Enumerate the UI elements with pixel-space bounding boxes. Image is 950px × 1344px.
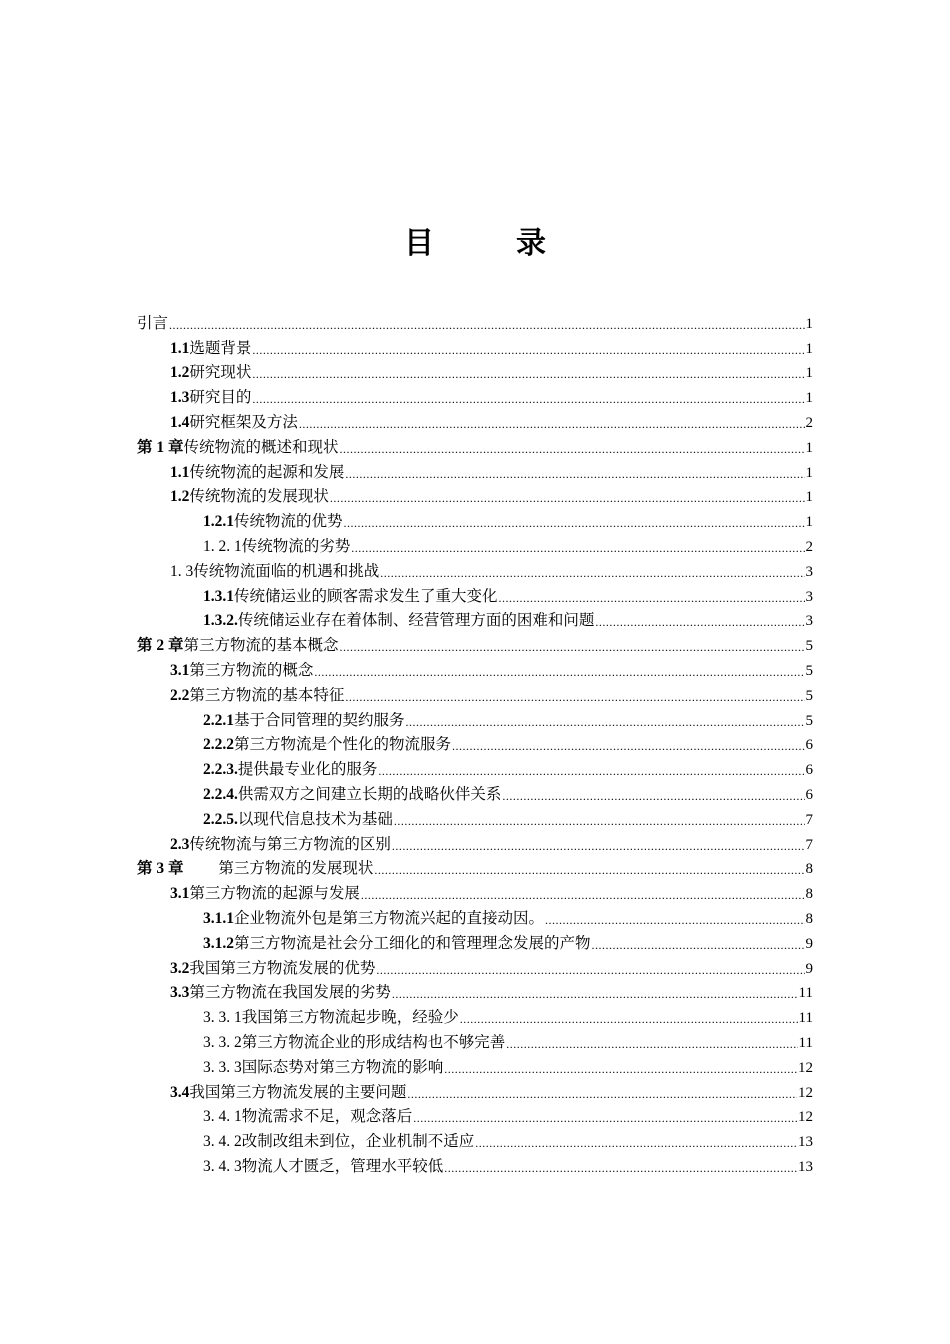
toc-leader-dots xyxy=(299,415,805,433)
toc-entry-number: 3.1.2 xyxy=(203,934,234,952)
toc-entry-number: 3. 4. 3 xyxy=(203,1157,242,1175)
toc-page-number: 12 xyxy=(798,1084,813,1101)
toc-entry-title: 我国第三方物流发展的优势 xyxy=(189,959,376,977)
toc-page-number: 2 xyxy=(805,414,813,431)
toc-page-number: 11 xyxy=(798,1034,813,1051)
toc-entry-title: 第三方物流在我国发展的劣势 xyxy=(189,984,391,1002)
toc-entry-number: 2.2 xyxy=(170,686,190,704)
toc-page-number: 1 xyxy=(805,514,813,531)
toc-entry[interactable] xyxy=(137,309,813,334)
toc-entry[interactable] xyxy=(137,979,813,1004)
toc-leader-dots xyxy=(475,1134,797,1152)
toc-entry[interactable] xyxy=(137,532,813,557)
toc-leader-dots xyxy=(252,390,804,408)
toc-entry[interactable] xyxy=(137,408,813,433)
toc-entry-title: 传统物流面临的机遇和挑战 xyxy=(193,562,380,580)
toc-title: 目 录 xyxy=(404,226,572,261)
toc-entry-title: 选题背景 xyxy=(189,339,252,357)
toc-leader-dots xyxy=(592,936,805,954)
toc-entry-number: 3.1 xyxy=(170,885,190,903)
toc-entry-number: 1.3 xyxy=(170,389,190,407)
toc-leader-dots xyxy=(340,440,805,458)
toc-entry-number: 3. 3. 3 xyxy=(203,1058,242,1076)
toc-entry-title: 物流人才匮乏，管理水平较低 xyxy=(241,1157,444,1175)
toc-entry-number: 1.1 xyxy=(170,339,190,357)
toc-entry-title: 我国第三方物流发展的主要问题 xyxy=(189,1083,407,1101)
toc-entry-number: 2.2.4. xyxy=(203,785,238,803)
toc-page-number: 1 xyxy=(805,439,813,456)
toc-entry-number: 3. 4. 1 xyxy=(203,1108,242,1126)
toc-entry-title: 提供最专业化的服务 xyxy=(237,761,378,779)
toc-entry[interactable] xyxy=(137,706,813,731)
toc-page-number: 6 xyxy=(805,737,813,754)
toc-entry-title: 传统储运业存在着体制、经营管理方面的困难和问题 xyxy=(237,612,595,630)
toc-leader-dots xyxy=(330,489,805,507)
toc-entry[interactable] xyxy=(137,433,813,458)
toc-entry[interactable] xyxy=(137,656,813,681)
toc-entry-title: 我国第三方物流起步晚，经验少 xyxy=(241,1009,459,1027)
toc-entry-title: 企业物流外包是第三方物流兴起的直接动因。 xyxy=(234,909,545,927)
toc-entry-number: 1.1 xyxy=(170,463,190,481)
toc-entry-number: 3.2 xyxy=(170,959,190,977)
toc-entry-title: 供需双方之间建立长期的战略伙伴关系 xyxy=(237,785,502,803)
toc-entry[interactable] xyxy=(137,1152,813,1177)
toc-leader-dots xyxy=(361,886,805,904)
toc-entry-number: 3. 3. 1 xyxy=(203,1009,242,1027)
toc-entry[interactable] xyxy=(137,805,813,830)
toc-page-number: 5 xyxy=(805,662,813,679)
toc-leader-dots xyxy=(392,985,798,1003)
toc-page-number: 8 xyxy=(805,886,813,903)
toc-leader-dots xyxy=(380,564,804,582)
toc-entry-title: 以现代信息技术为基础 xyxy=(237,810,393,828)
table-of-contents xyxy=(137,309,813,1177)
toc-entry-title: 引言 xyxy=(137,314,169,332)
toc-leader-dots xyxy=(345,688,804,706)
toc-leader-dots xyxy=(499,589,805,607)
toc-leader-dots xyxy=(444,1159,797,1177)
toc-page-number: 7 xyxy=(805,811,813,828)
toc-leader-dots xyxy=(407,1085,797,1103)
toc-entry[interactable] xyxy=(137,1053,813,1078)
toc-entry[interactable] xyxy=(137,855,813,880)
toc-leader-dots xyxy=(340,638,805,656)
toc-entry-number: 2.2.1 xyxy=(203,711,234,729)
toc-entry-number: 1.2 xyxy=(170,364,190,382)
toc-entry-number: 1.3.2. xyxy=(203,612,238,630)
toc-page-number: 8 xyxy=(805,910,813,927)
toc-leader-dots xyxy=(595,613,804,631)
toc-page-number: 11 xyxy=(798,985,813,1002)
toc-entry[interactable] xyxy=(137,582,813,607)
toc-page-number: 5 xyxy=(805,712,813,729)
toc-leader-dots xyxy=(351,539,804,557)
toc-leader-dots xyxy=(314,663,804,681)
toc-page-number: 1 xyxy=(805,390,813,407)
toc-page-number: 6 xyxy=(805,762,813,779)
toc-entry[interactable] xyxy=(137,780,813,805)
toc-page-number: 7 xyxy=(805,836,813,853)
toc-leader-dots xyxy=(378,762,804,780)
toc-leader-dots xyxy=(344,514,805,532)
toc-page-number: 3 xyxy=(805,563,813,580)
toc-page-number: 2 xyxy=(805,538,813,555)
toc-leader-dots xyxy=(406,713,805,731)
toc-entry-title: 基于合同管理的契约服务 xyxy=(234,711,405,729)
toc-entry-number: 3.4 xyxy=(170,1083,190,1101)
toc-entry-number: 2.2.5. xyxy=(203,810,238,828)
toc-entry-number: 2.2.2 xyxy=(203,736,234,754)
toc-entry[interactable] xyxy=(137,483,813,508)
toc-leader-dots xyxy=(169,316,804,334)
toc-page-number: 5 xyxy=(805,687,813,704)
toc-leader-dots xyxy=(394,812,805,830)
toc-entry-title: 第三方物流是个性化的物流服务 xyxy=(234,736,452,754)
toc-entry-number: 1.3.1 xyxy=(203,587,234,605)
toc-entry-title: 研究现状 xyxy=(189,364,252,382)
toc-leader-dots xyxy=(444,1060,797,1078)
toc-leader-dots xyxy=(413,1109,797,1127)
toc-leader-dots xyxy=(460,1010,798,1028)
toc-entry[interactable] xyxy=(137,507,813,532)
toc-entry-title: 第三方物流是社会分工细化的和管理理念发展的产物 xyxy=(234,934,591,952)
toc-entry[interactable] xyxy=(137,681,813,706)
toc-page-number: 1 xyxy=(805,464,813,481)
toc-entry[interactable] xyxy=(137,631,813,656)
toc-entry[interactable] xyxy=(137,954,813,979)
toc-entry[interactable] xyxy=(137,1127,813,1152)
toc-entry[interactable] xyxy=(137,929,813,954)
toc-entry[interactable] xyxy=(137,904,813,929)
toc-entry-title: 传统物流的发展现状 xyxy=(189,488,329,506)
toc-leader-dots xyxy=(374,861,804,879)
toc-leader-dots xyxy=(506,1035,797,1053)
toc-page-number: 12 xyxy=(798,1059,813,1076)
toc-entry-title: 改制改组未到位，企业机制不适应 xyxy=(241,1133,475,1151)
toc-entry-number: 1.2.1 xyxy=(203,513,234,531)
toc-leader-dots xyxy=(252,341,804,359)
toc-entry[interactable] xyxy=(137,1028,813,1053)
toc-entry-title: 第三方物流企业的形成结构也不够完善 xyxy=(241,1033,506,1051)
toc-entry-title: 第三方物流的概念 xyxy=(189,661,314,679)
toc-page-number: 1 xyxy=(805,340,813,357)
toc-entry-title: 传统储运业的顾客需求发生了重大变化 xyxy=(234,587,498,605)
toc-entry[interactable] xyxy=(137,359,813,384)
toc-page-number: 12 xyxy=(798,1109,813,1126)
toc-entry[interactable] xyxy=(137,458,813,483)
toc-entry[interactable] xyxy=(137,731,813,756)
toc-page-number: 9 xyxy=(805,960,813,977)
toc-entry-number: 1. 2. 1 xyxy=(203,537,242,555)
toc-page-number: 3 xyxy=(805,588,813,605)
toc-leader-dots xyxy=(502,787,804,805)
toc-page-number: 1 xyxy=(805,315,813,332)
toc-entry[interactable] xyxy=(137,607,813,632)
toc-entry-number: 第 1 章 xyxy=(137,438,184,456)
toc-entry-title: 国际态势对第三方物流的影响 xyxy=(241,1058,444,1076)
toc-page-number: 9 xyxy=(805,935,813,952)
toc-entry-title: 传统物流的起源和发展 xyxy=(189,463,345,481)
toc-entry[interactable] xyxy=(137,755,813,780)
toc-entry[interactable] xyxy=(137,1078,813,1103)
toc-entry-number: 第 3 章 xyxy=(137,860,184,878)
toc-entry-number: 第 2 章 xyxy=(137,637,184,655)
toc-page-number: 13 xyxy=(798,1158,813,1175)
toc-entry[interactable] xyxy=(137,879,813,904)
toc-page-number: 8 xyxy=(805,861,813,878)
toc-entry-title: 第三方物流的发展现状 xyxy=(183,860,374,878)
toc-page-number: 13 xyxy=(798,1134,813,1151)
toc-leader-dots xyxy=(376,961,804,979)
toc-leader-dots xyxy=(345,465,804,483)
toc-entry[interactable] xyxy=(137,830,813,855)
toc-entry-title: 物流需求不足，观念落后 xyxy=(241,1108,413,1126)
toc-leader-dots xyxy=(545,911,804,929)
toc-entry[interactable] xyxy=(137,334,813,359)
toc-page-number: 3 xyxy=(805,613,813,630)
toc-entry-title: 第三方物流的基本概念 xyxy=(183,637,339,655)
toc-leader-dots xyxy=(392,837,805,855)
toc-page-number: 11 xyxy=(798,1010,813,1027)
toc-page-number: 1 xyxy=(805,365,813,382)
toc-entry[interactable] xyxy=(137,1003,813,1028)
toc-page-number: 5 xyxy=(805,638,813,655)
toc-entry[interactable] xyxy=(137,383,813,408)
toc-entry-number: 3.3 xyxy=(170,984,190,1002)
toc-entry-title: 传统物流的劣势 xyxy=(241,537,351,555)
toc-entry-title: 传统物流与第三方物流的区别 xyxy=(189,835,391,853)
toc-entry-number: 3.1.1 xyxy=(203,909,234,927)
toc-entry-title: 传统物流的优势 xyxy=(234,513,343,531)
toc-entry-number: 1. 3 xyxy=(170,562,194,580)
toc-entry-number: 3.1 xyxy=(170,661,190,679)
toc-entry-number: 2.2.3. xyxy=(203,761,238,779)
toc-entry-number: 1.2 xyxy=(170,488,190,506)
toc-entry-number: 3. 4. 2 xyxy=(203,1133,242,1151)
toc-entry-title: 研究框架及方法 xyxy=(189,413,298,431)
toc-entry-number: 2.3 xyxy=(170,835,190,853)
toc-entry[interactable] xyxy=(137,557,813,582)
toc-entry[interactable] xyxy=(137,1103,813,1128)
toc-leader-dots xyxy=(452,737,804,755)
toc-entry-title: 第三方物流的基本特征 xyxy=(189,686,345,704)
toc-entry-number: 1.4 xyxy=(170,413,190,431)
toc-page-number: 6 xyxy=(805,786,813,803)
toc-entry-title: 研究目的 xyxy=(189,389,252,407)
toc-entry-number: 3. 3. 2 xyxy=(203,1033,242,1051)
toc-entry-title: 第三方物流的起源与发展 xyxy=(189,885,360,903)
toc-entry-title: 传统物流的概述和现状 xyxy=(183,438,339,456)
toc-page-number: 1 xyxy=(805,489,813,506)
toc-leader-dots xyxy=(252,365,804,383)
